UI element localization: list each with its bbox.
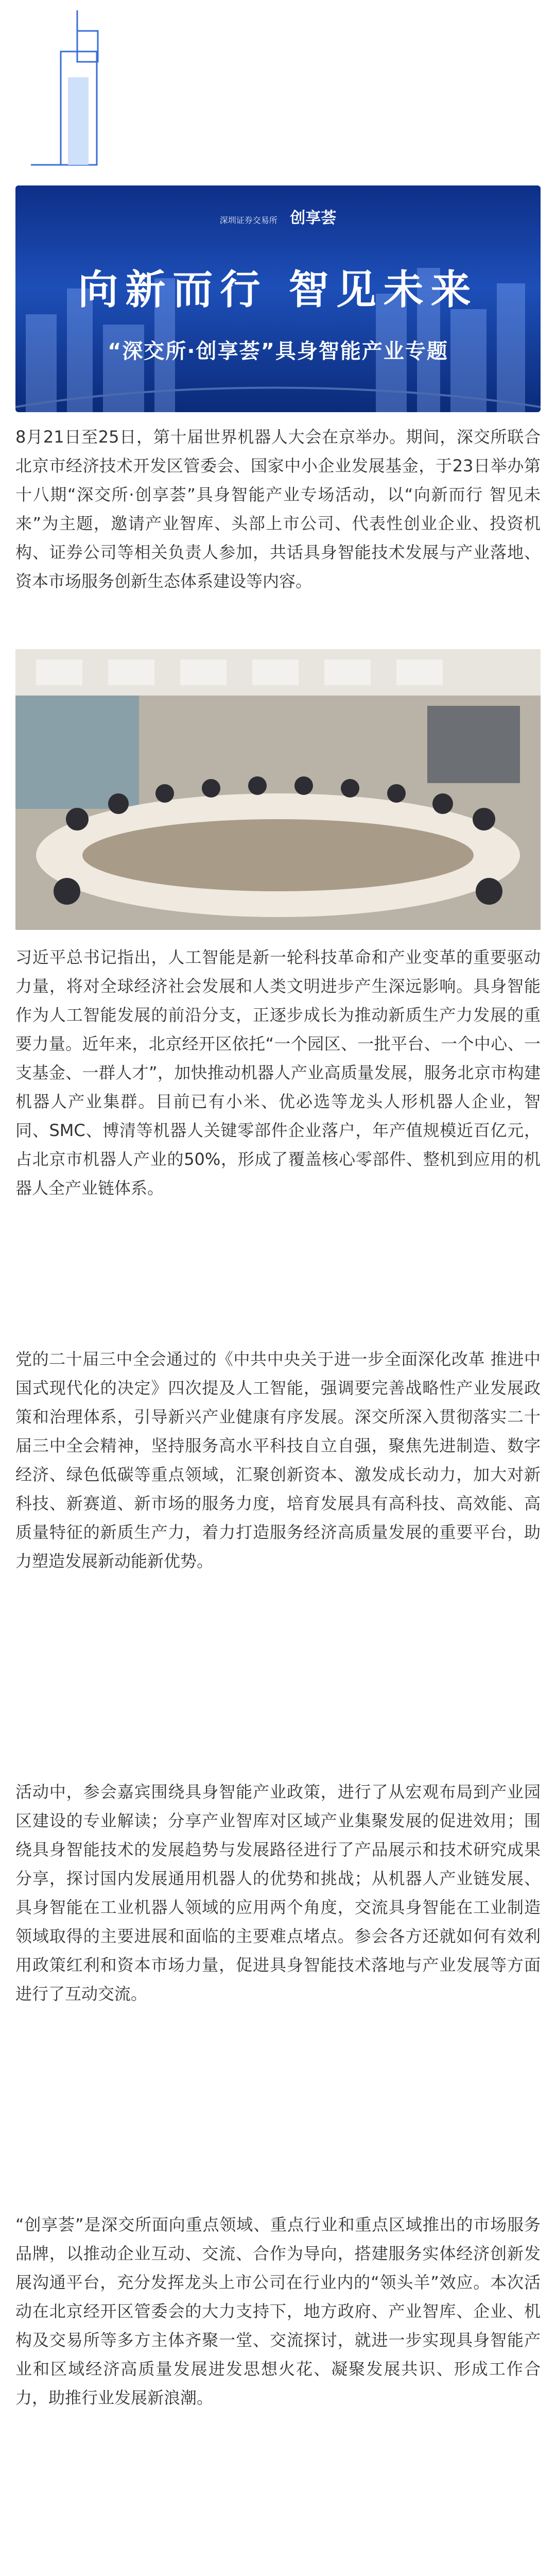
paragraph-brand: “创享荟”是深交所面向重点领域、重点行业和重点区域推出的市场服务品牌，以推动企业互动、交流、合作为导向，搭建服务实体经济创新发展沟通平台，充分发挥龙头上市公司在行业内的“领头羊”效应。本次活动在北京经开区管委会的大力支持下，地方政府、产业智库、企业、机构及交易所等多方主体齐聚一堂、交流探讨，就进一步实现具身智能产业和区域经济高质量发展进发思想火花、凝聚发展共识、形成工作合力，助推行业发展新浪潮。: [15, 2215, 541, 2408]
event-banner: [15, 185, 541, 412]
paragraph-ai-industry: 习近平总书记指出，人工智能是新一轮科技革命和产业变革的重要驱动力量，将对全球经济社会发展和人类文明进步产生深远影响。具身智能作为人工智能发展的前沿分支，正逐步成长为推动新质生产力发展的重要力量。近年来，北京经开区依托“一个园区、一批平台、一个中心、一支基金、一群人才”，加快推动机器人产业高质量发展，服务北京市构建机器人产业集群。目前已有小米、优必选等龙头人形机器人企业，智同、SMC、博清等机器人关键零部件企业落户，年产值规模近百亿元，占北京市机器人产业的50%，形成了覆盖核心零部件、整机到应用的机器人全产业链体系。: [15, 947, 541, 1198]
banner-logo-small: 深圳证券交易所: [219, 215, 277, 225]
paragraph-event: 活动中，参会嘉宾围绕具身智能产业政策，进行了从宏观布局到产业园区建设的专业解读；分享产业智库对区域产业集聚发展的促进效用；围绕具身智能技术的发展趋势与发展路径进行了产品展示和技术研究成果分享，探讨国内发展通用机器人的优势和挑战；从机器人产业链发展、具身智能在工业机器人领域的应用两个角度，交流具身智能在工业制造领域取得的主要进展和面临的主要难点堵点。参会各方还就如何有效利用政策红利和资本市场力量，促进具身智能技术落地与产业发展等方面进行了互动交流。: [15, 1782, 541, 2004]
banner-logo-main: 创享荟: [290, 209, 337, 227]
banner-logo: [15, 205, 541, 228]
conference-photo: [15, 649, 541, 930]
paragraph-policy: 党的二十届三中全会通过的《中共中央关于进一步全面深化改革 推进中国式现代化的决定》四次提及人工智能，强调要完善战略性产业发展政策和治理体系，引导新兴产业健康有序发展。深交所深入贯彻落实二十届三中全会精神，坚持服务高水平科技自立自强，聚焦先进制造、数字经济、绿色低碳等重点领域，汇聚创新资本、激发成长动力，加大对新科技、新赛道、新市场的服务力度，培育发展具有高科技、高效能、高质量特征的新质生产力，着力打造服务经济高质量发展的重要平台，助力塑造发展新动能新优势。: [15, 1349, 541, 1571]
paragraph-intro: 8月21日至25日，第十届世界机器人大会在京举办。期间，深交所联合北京市经济技术开发区管委会、国家中小企业发展基金，于23日举办第十八期“深交所·创享荟”具身智能产业专场活动，以“向新而行 智见未来”为主题，邀请产业智库、头部上市公司、代表性创业企业、投资机构、证券公司等相关负责人参加，共话具身智能技术发展与产业落地、资本市场服务创新生态体系建设等内容。: [15, 427, 541, 591]
top-decoration: [0, 0, 556, 185]
banner-slogan: 向新而行 智见未来: [78, 266, 478, 313]
banner-subtitle: “深交所·创享荟”具身智能产业专题: [108, 340, 448, 363]
